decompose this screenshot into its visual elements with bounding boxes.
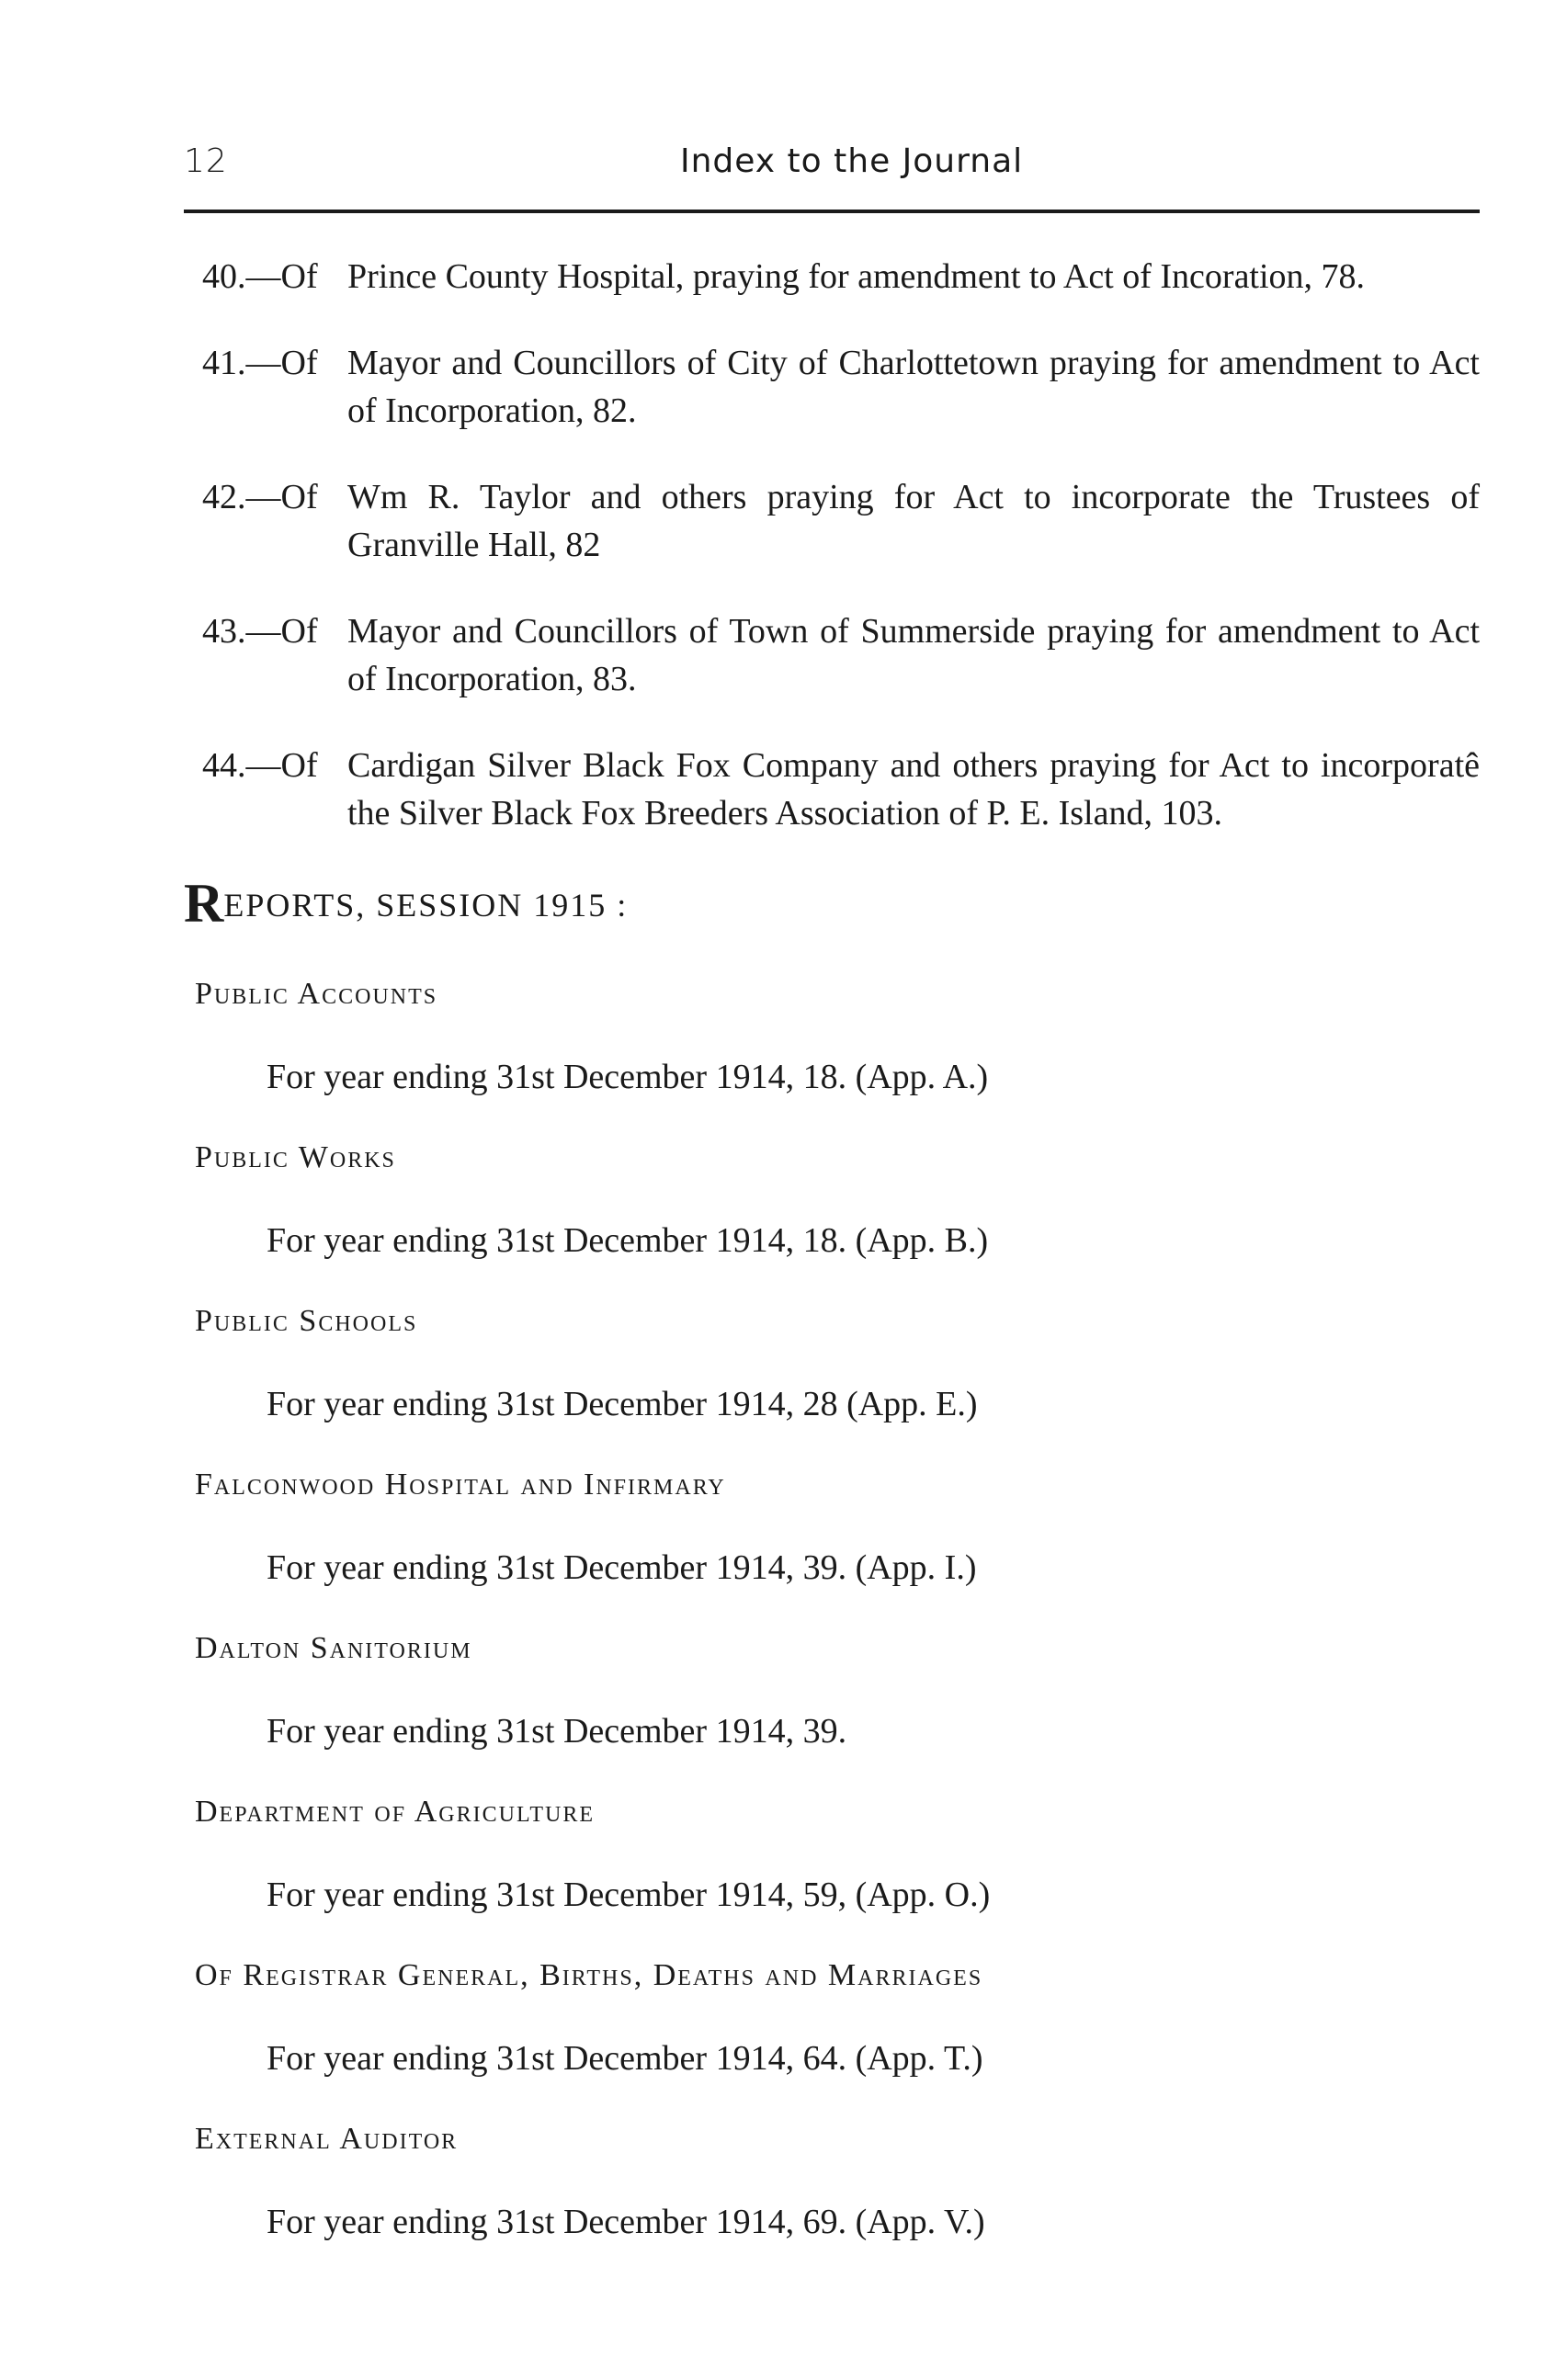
header-rule: [184, 210, 1480, 213]
page-header: [184, 142, 1480, 198]
report-item: [184, 1298, 1480, 1427]
report-title: Public Schools: [195, 1304, 418, 1338]
report-entry: For year ending 31st December 1914, 18. (App. A.): [267, 1058, 989, 1096]
running-head: Index to the Journal: [680, 142, 1024, 180]
page-number: 12: [184, 142, 228, 180]
report-title: Dalton Sanitorium: [195, 1631, 472, 1665]
report-item: [184, 1462, 1480, 1591]
report-item: [184, 1789, 1480, 1918]
heading-text: EPORTS, SESSION 1915 :: [223, 887, 629, 924]
report-item: [184, 1135, 1480, 1264]
report-entry: For year ending 31st December 1914, 39. (App. I.): [267, 1548, 977, 1587]
report-entry: For year ending 31st December 1914, 18. (App. B.): [267, 1221, 989, 1260]
petition-number: 40.—Of: [202, 257, 318, 296]
petition-number: 43.—Of: [202, 612, 318, 651]
report-item: [184, 1953, 1480, 2081]
report-title: External Auditor: [195, 2122, 459, 2156]
report-title: Public Works: [195, 1140, 396, 1174]
petition-text: Cardigan Silver Black Fox Company and others praying for Act to incorporatê the Silver Black Fox Breeders Association of P. E. Island, 103.: [347, 746, 1480, 833]
report-title: Of Registrar General, Births, Deaths and Marriages: [195, 1958, 983, 1992]
reports-section-heading: [184, 873, 1480, 934]
petition-text: Wm R. Taylor and others praying for Act to incorporate the Trustees of Granville Hall, 82: [347, 478, 1480, 564]
report-title: Department of Agriculture: [195, 1795, 596, 1829]
index-content: [184, 253, 1480, 2280]
report-title: Public Accounts: [195, 977, 438, 1011]
petition-number: 44.—Of: [202, 746, 318, 785]
report-entry: For year ending 31st December 1914, 39.: [267, 1712, 847, 1751]
report-entry: For year ending 31st December 1914, 59, (App. O.): [267, 1876, 991, 1914]
report-item: [184, 2116, 1480, 2245]
petition-text: Prince County Hospital, praying for amendment to Act of Incoration, 78.: [347, 257, 1366, 296]
heading-initial: R: [184, 873, 226, 934]
petition-entry: [184, 473, 1480, 569]
report-entry: For year ending 31st December 1914, 28 (App. E.): [267, 1385, 978, 1423]
petition-number: 41.—Of: [202, 344, 318, 382]
petition-entry: [184, 253, 1480, 300]
petition-entry: [184, 742, 1480, 837]
petition-entry: [184, 607, 1480, 703]
report-entry: For year ending 31st December 1914, 64. (App. T.): [267, 2039, 983, 2078]
petition-text: Mayor and Councillors of Town of Summerside praying for amendment to Act of Incorporation, 83.: [347, 612, 1480, 698]
report-item: [184, 971, 1480, 1100]
petition-text: Mayor and Councillors of City of Charlottetown praying for amendment to Act of Incorporation, 82.: [347, 344, 1480, 430]
petition-number: 42.—Of: [202, 478, 318, 516]
report-title: Falconwood Hospital and Infirmary: [195, 1468, 726, 1502]
petition-entry: [184, 339, 1480, 435]
report-entry: For year ending 31st December 1914, 69. (App. V.): [267, 2203, 985, 2241]
report-item: [184, 1626, 1480, 1754]
